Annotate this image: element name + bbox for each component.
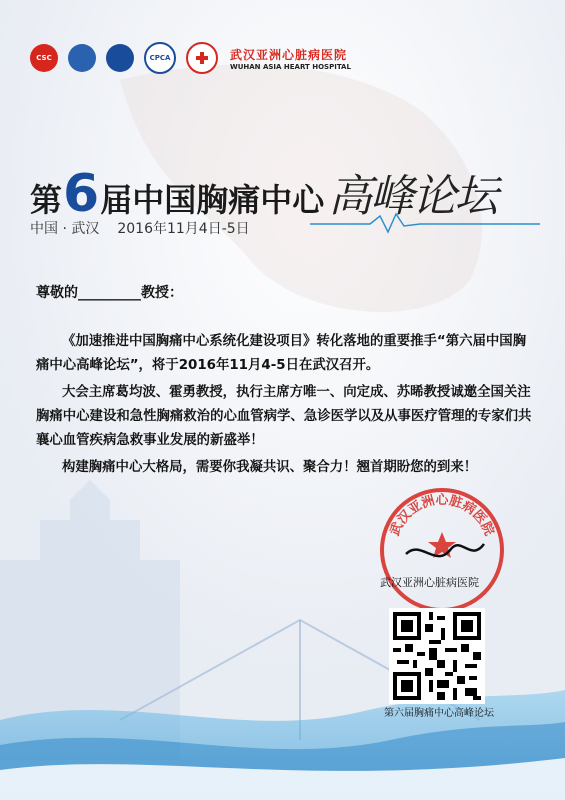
qr-code[interactable] — [389, 608, 485, 704]
event-location: 中国 · 武汉 — [30, 221, 100, 237]
paragraph-3: 构建胸痛中心大格局，需要你我凝共识、聚合力！翘首期盼您的到来！ — [62, 460, 478, 475]
hospital-logo — [186, 42, 218, 74]
official-seal — [376, 484, 508, 616]
event-date: 2016年11月4日-5日 — [117, 221, 250, 237]
logo-row — [30, 42, 351, 74]
title-prefix: 第 — [30, 181, 63, 219]
signing-organization: 武汉亚洲心脏病医院 — [380, 576, 479, 589]
paragraph-1: 《加速推进中国胸痛中心系统化建设项目》转化落地的重要推手“第六届中国胸痛中心高峰论坛”，将于2016年11月4-5日在武汉召开。 — [36, 334, 527, 373]
ecg-line-icon — [310, 212, 540, 234]
paragraph-2: 大会主席葛均波、霍勇教授，执行主席方唯一、向定成、苏晞教授诚邀全国关注胸痛中心建设和急性胸痛救治的心血管病学、急诊医学以及从事医疗管理的专家们共襄心血管疾病急救事业发展的新盛举！ — [36, 385, 532, 448]
title-number: 6 — [63, 164, 100, 224]
org-logo-3 — [106, 44, 134, 72]
greeting: 尊敬的_________教授： — [36, 285, 183, 301]
event-subtitle — [30, 218, 250, 238]
hospital-name — [230, 46, 351, 71]
title-middle: 届中国胸痛中心 — [100, 181, 325, 219]
qr-caption: 第六届胸痛中心高峰论坛 — [384, 708, 494, 719]
cpca-logo: CPCA — [144, 42, 176, 74]
hospital-name-en: WUHAN ASIA HEART HOSPITAL — [230, 62, 351, 71]
csc-logo: CSC — [30, 44, 58, 72]
org-logo-2 — [68, 44, 96, 72]
hospital-name-cn: 武汉亚洲心脏病医院 — [230, 47, 348, 62]
title-script: 高峰论坛 — [328, 171, 497, 222]
svg-text:武汉亚洲心脏病医院: 武汉亚洲心脏病医院 — [387, 493, 497, 539]
